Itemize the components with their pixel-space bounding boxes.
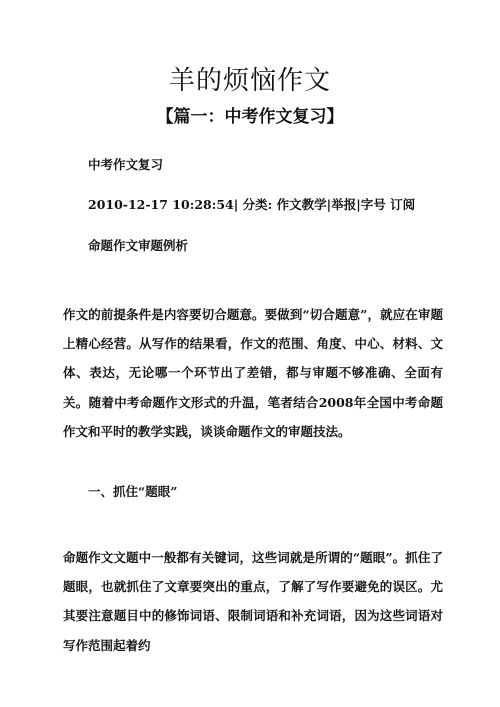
body-paragraph: 作文的前提条件是内容要切合题意。要做到“切合题意”，就应在审题上精心经营。从写作的结果看，作文的范围、角度、中心、材料、文体、表达，无论哪一个环节出了差错，都与审题不够准确、全面有关。随着中考命题作文形式的升温，笔者结合2008年全国中考命题作文和平时的教学实践，谈谈命题作文的审题技法。 (63, 307, 443, 439)
document-subtitle: 【篇一：中考作文复习】 (156, 107, 344, 127)
section-title: 命题作文审题例析 (88, 238, 189, 253)
category-link[interactable]: 作文教学 (276, 197, 327, 212)
font-size-link[interactable]: 字号 (360, 197, 386, 212)
category-label: 分类: (242, 197, 273, 212)
article-heading: 中考作文复习 (88, 157, 164, 172)
document-title: 羊的烦恼作文 (168, 66, 331, 96)
subscribe-link[interactable]: 订阅 (390, 197, 416, 212)
article-datetime: 2010-12-17 10:28:54| (88, 197, 239, 212)
report-link[interactable]: 举报 (331, 197, 357, 212)
subheading: 一、抓住“题眼” (88, 484, 178, 499)
body-paragraph: 命题作文文题中一般都有关键词，这些词就是所谓的“题眼”。抓住了题眼，也就抓住了文章要突出的重点，了解了写作要避免的误区。尤其要注意题目中的修饰词语、限制词语和补充词语，因为这些词语对写作范围起着约 (63, 550, 443, 653)
article-meta: 2010-12-17 10:28:54| 分类: 作文教学|举报|字号 订阅 (88, 197, 416, 212)
